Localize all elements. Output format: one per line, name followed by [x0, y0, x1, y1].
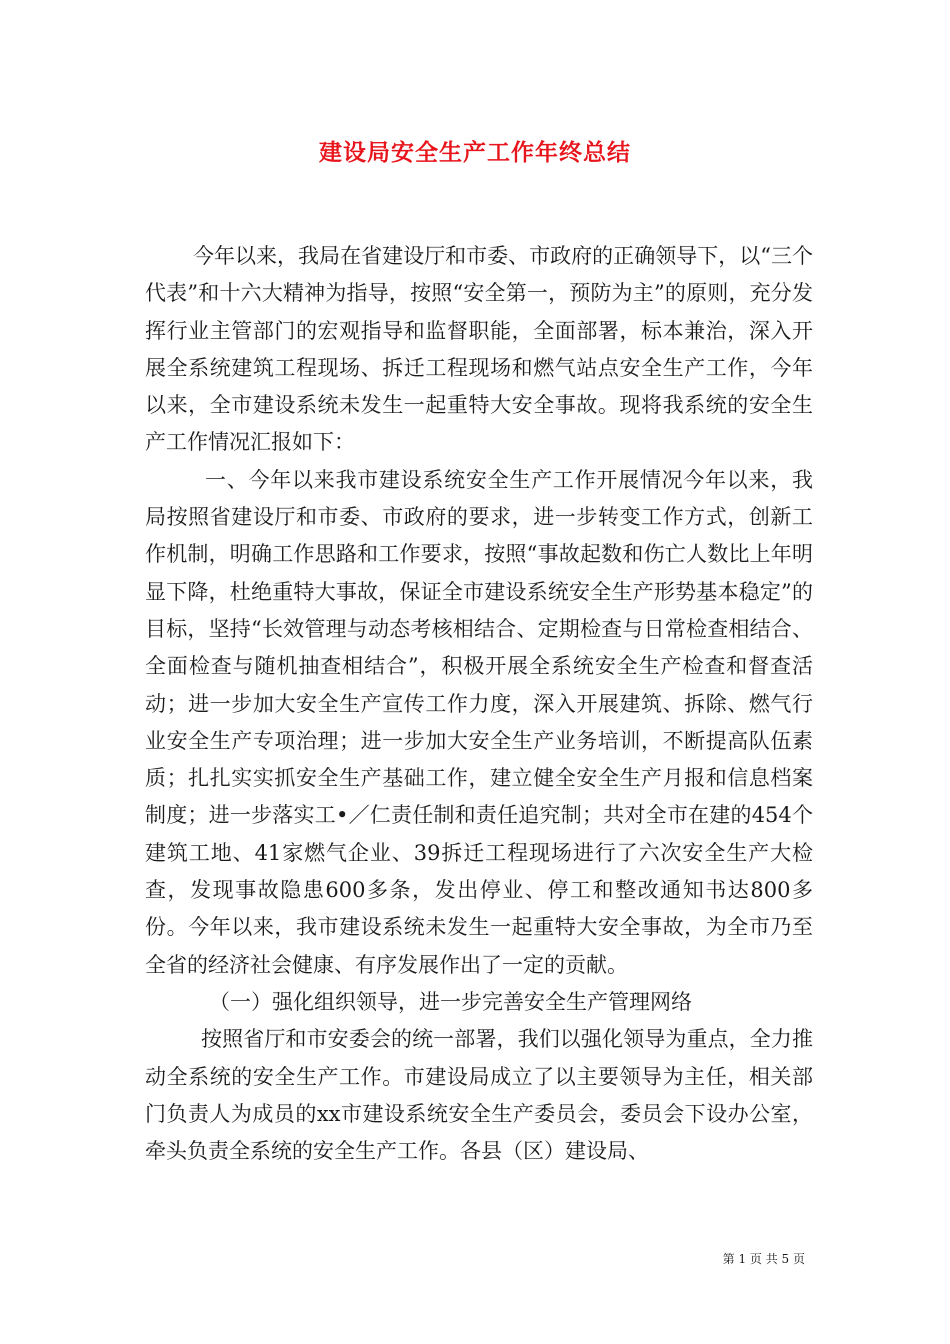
document-body	[145, 238, 813, 1170]
document-title: 建设局安全生产工作年终总结	[319, 139, 631, 166]
paragraph-section-one: 一、今年以来我市建设系统安全生产工作开展情况今年以来，我局按照省建设厅和市委、市政府的要求，进一步转变工作方式，创新工作机制，明确工作思路和工作要求，按照“事故起数和伤亡人数比上年明显下降，杜绝重特大事故，保证全市建设系统安全生产形势基本稳定”的目标，坚持“长效管理与动态考核相结合、定期检查与日常检查相结合、全面检查与随机抽查相结合”，积极开展全系统安全生产检查和督查活动；进一步加大安全生产宣传工作力度，深入开展建筑、拆除、燃气行业安全生产专项治理；进一步加大安全生产业务培训，不断提高队伍素质；扎扎实实抓安全生产基础工作，建立健全安全生产月报和信息档案制度；进一步落实工•／仁责任制和责任追究制；共对全市在建的454个建筑工地、41家燃气企业、39拆迁工程现场进行了六次安全生产大检查，发现事故隐患600多条，发出停业、停工和整改通知书达800多份。今年以来，我市建设系统未发生一起重特大安全事故，为全市乃至全省的经济社会健康、有序发展作出了一定的贡献。	[145, 467, 813, 977]
subheading-organization: （一）强化组织领导，进一步完善安全生产管理网络	[209, 989, 692, 1014]
page-indicator: 第 1 页 共 5 页	[722, 1252, 805, 1266]
paragraph-organization: 按照省厅和市安委会的统一部署，我们以强化领导为重点，全力推动全系统的安全生产工作。市建设局成立了以主要领导为主任，相关部门负责人为成员的xx市建设系统安全生产委员会，委员会下设办公室，牵头负责全系统的安全生产工作。各县（区）建设局、	[145, 1027, 813, 1164]
paragraph-intro: 今年以来，我局在省建设厅和市委、市政府的正确领导下，以“三个代表”和十六大精神为指导，按照“安全第一，预防为主”的原则，充分发挥行业主管部门的宏观指导和监督职能，全面部署，标本兼治，深入开展全系统建筑工程现场、拆迁工程现场和燃气站点安全生产工作，今年以来，全市建设系统未发生一起重特大安全事故。现将我系统的安全生产工作情况汇报如下：	[145, 244, 813, 455]
